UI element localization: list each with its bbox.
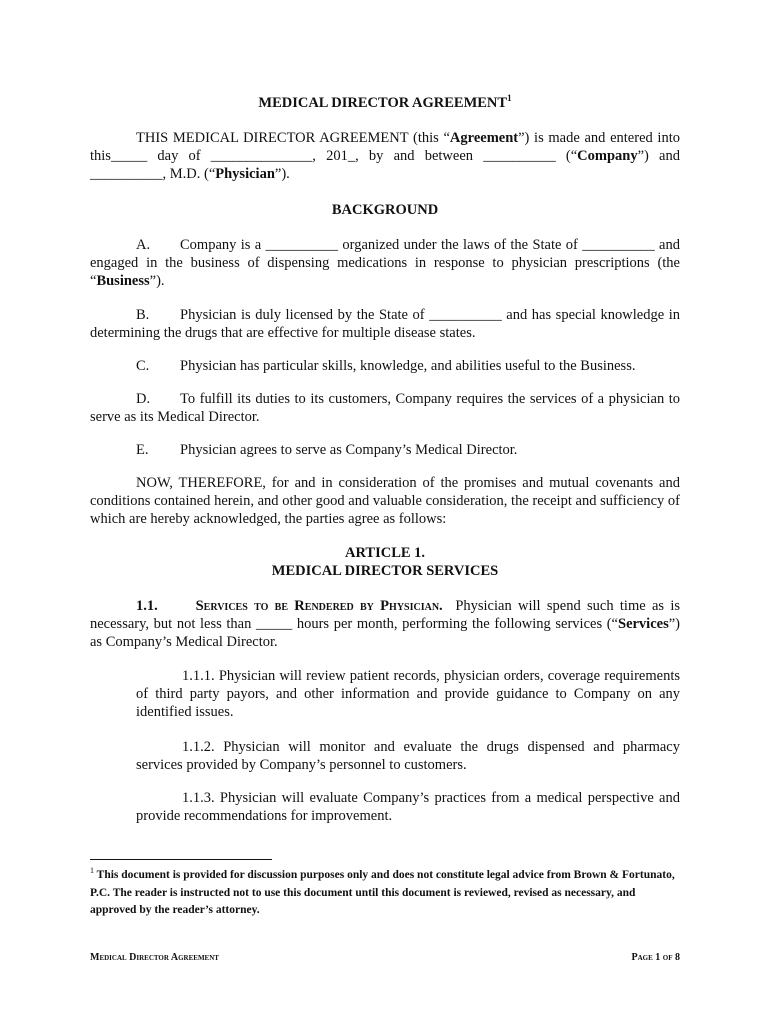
intro-paragraph: THIS MEDICAL DIRECTOR AGREEMENT (this “Agreement”) is made and entered into this_____ day of ______________, 201_, by and between __________ (“Company”) and __________, M.D. (“Physician”). [90,130,680,183]
footnote: $^1$ This document is provided for discussion purposes only and does not constitute legal advice from Brown & Fortunato, P.C. The reader is instructed not to use this document until this document is reviewed, revised as necessary, and approved by the reader’s attorney. [90,866,675,916]
recital-d: D. To fulfill its duties to its customers, Company requires the services of a physician to serve as its Medical Director. [90,391,680,426]
section-1-1: 1.1. Services to be Rendered by Physician. Physician will spend such time as is necessary, but not less than _____ hours per month, performing the following services (“Services”) as Company’s Medical Director. [90,598,681,651]
article-number: ARTICLE 1. [344,545,426,561]
recital-a: A. Company is a __________ organized under the laws of the State of __________ and engaged in the business of dispensing medications in response to physician prescriptions (the “Business”). [90,237,680,290]
footnote-marker: 1 [90,866,94,876]
recital-e-label: E. [136,442,149,458]
now-therefore-paragraph: NOW, THEREFORE, for and in consideration of the promises and mutual covenants and conditions contained herein, and other good and valuable consideration, the receipt and sufficiency of which are hereby acknowledged, the parties agree as follows: [90,475,680,528]
background-heading: BACKGROUND [331,202,439,218]
recital-b: B. Physician is duly licensed by the State of __________ and has special knowledge in determining the drugs that are effective for multiple disease states. [90,307,680,342]
section-1-1-number: 1.1. [136,598,158,614]
subsection-1-1-1: 1.1.1. Physician will review patient records, physician orders, coverage requirements of third party payors, and other information and provide guidance to Company on any identified issues. [136,668,680,721]
recital-e: E. Physician agrees to serve as Company’s Medical Director. [136,442,518,458]
recital-d-label: D. [136,391,151,407]
article-title: MEDICAL DIRECTOR SERVICES [271,563,499,580]
document-title: MEDICAL DIRECTOR AGREEMENT$^1$ [258,93,512,111]
recital-a-label: A. [136,237,151,253]
section-1-1-heading: Services to be Rendered by Physician. [195,598,443,614]
subsection-1-1-3: 1.1.3. Physician will evaluate Company’s practices from a medical perspective and provide recommendations for improvement. [136,790,680,825]
recital-c-label: C. [136,358,150,374]
title-footnote-ref: 1 [507,93,512,104]
subsection-1-1-2: 1.1.2. Physician will monitor and evaluate the drugs dispensed and pharmacy services provided by Company’s personnel to customers. [136,739,680,774]
footer-left: Medical Director Agreement [90,952,219,963]
footer-page-number: Page 1 of 8 [631,952,680,963]
footnote-separator [90,859,272,860]
recital-c: C. Physician has particular skills, knowledge, and abilities useful to the Business. [136,358,636,374]
article-heading [90,544,680,580]
recital-b-label: B. [136,307,150,323]
